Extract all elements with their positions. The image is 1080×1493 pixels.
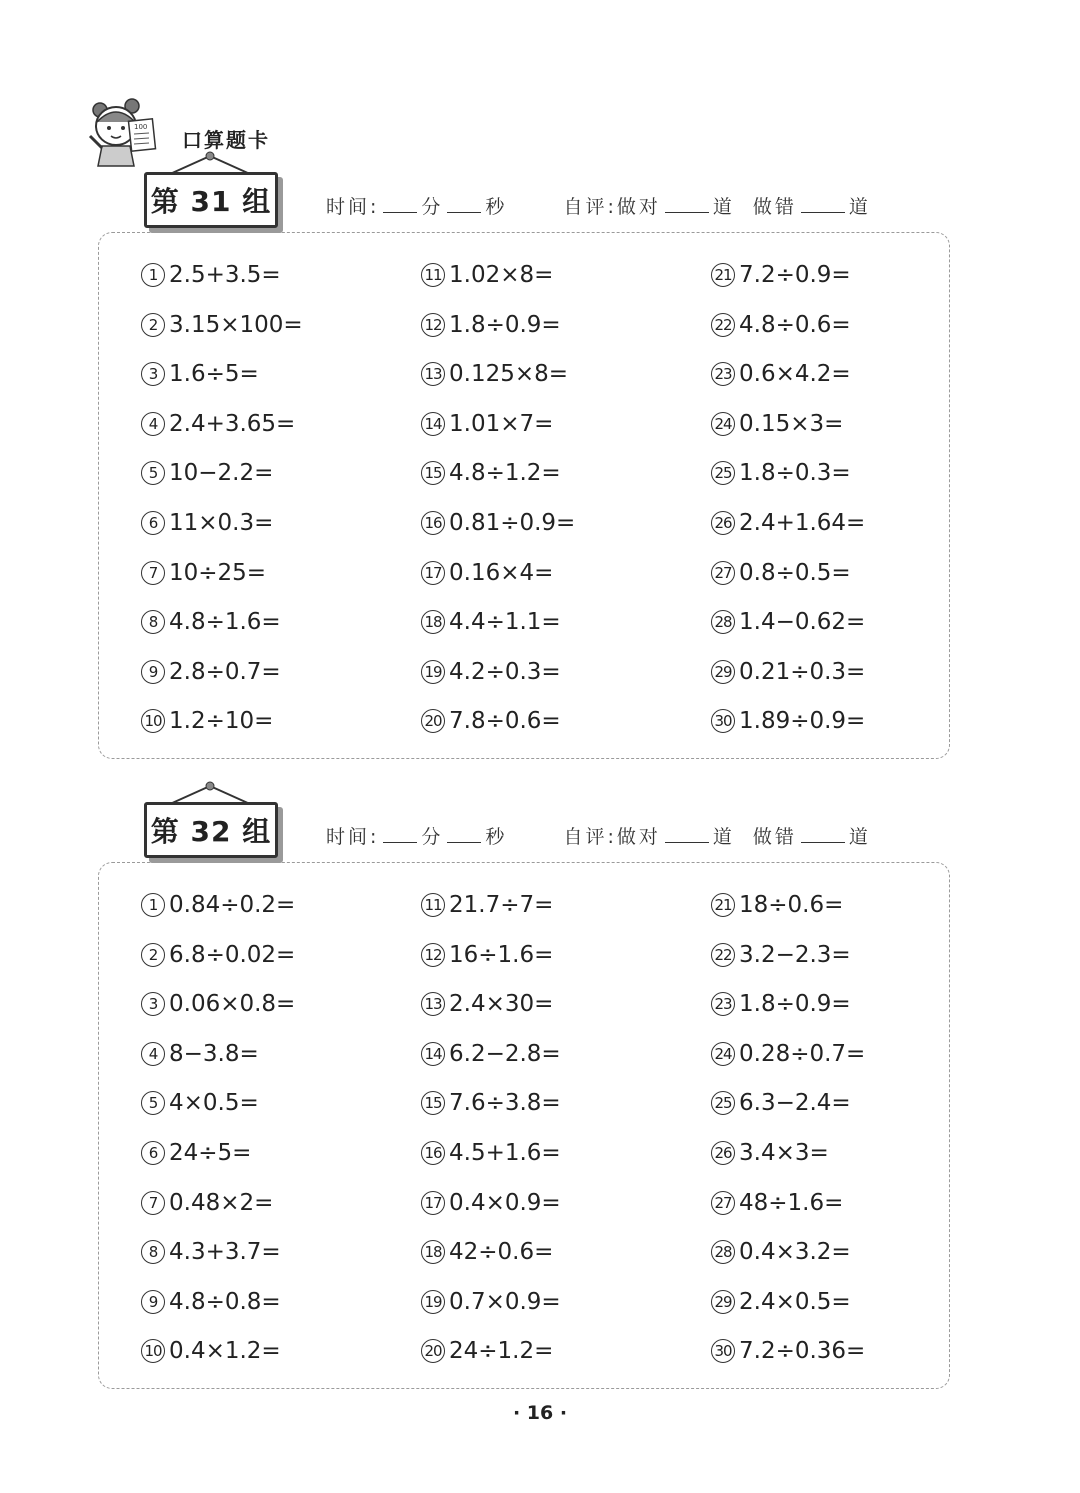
problem-expression: 2.4+1.64= <box>739 510 866 536</box>
problem-expression: 4×0.5= <box>169 1090 259 1117</box>
problem-number: 21 <box>711 893 735 917</box>
minutes-label: 分 <box>421 826 444 848</box>
problem-expression: 4.8÷0.8= <box>169 1288 281 1315</box>
wrong-unit: 道 <box>848 196 871 218</box>
problem-number: 14 <box>421 412 445 436</box>
problem-item <box>141 1190 273 1216</box>
problem-item <box>711 560 851 586</box>
problem-item <box>141 411 295 437</box>
problem-expression: 1.8÷0.3= <box>739 460 851 487</box>
problem-item <box>141 1239 281 1265</box>
problem-expression: 10−2.2= <box>169 460 274 487</box>
problem-expression: 2.4×30= <box>449 991 554 1018</box>
problem-item <box>421 892 553 918</box>
problem-number: 10 <box>141 709 165 733</box>
problem-number: 27 <box>711 561 735 585</box>
problem-number: 1 <box>141 893 165 917</box>
problem-item <box>421 659 561 685</box>
problem-expression: 48÷1.6= <box>739 1189 844 1216</box>
problem-box-31 <box>98 232 950 759</box>
problem-expression: 0.28÷0.7= <box>739 1040 866 1067</box>
problem-number: 15 <box>421 1091 445 1115</box>
wrong-label: 做错 <box>752 196 797 218</box>
problem-number: 8 <box>141 610 165 634</box>
problem-number: 8 <box>141 1240 165 1264</box>
problem-number: 23 <box>711 992 735 1016</box>
problem-expression: 2.8÷0.7= <box>169 658 281 685</box>
problem-number: 29 <box>711 1290 735 1314</box>
problem-number: 30 <box>711 1339 735 1363</box>
problem-item <box>421 991 553 1017</box>
problem-expression: 1.2÷10= <box>169 708 274 735</box>
problem-expression: 4.2÷0.3= <box>449 658 561 685</box>
problem-item <box>711 659 865 685</box>
wrong-count-blank[interactable] <box>801 196 845 213</box>
time-label: 时间: <box>326 826 380 848</box>
problem-expression: 1.8÷0.9= <box>739 991 851 1018</box>
problem-expression: 1.4−0.62= <box>739 609 866 636</box>
problem-number: 19 <box>421 660 445 684</box>
group-label-plate <box>144 802 278 858</box>
problem-expression: 0.21÷0.3= <box>739 658 866 685</box>
card-title: 口算题卡 <box>182 128 270 152</box>
problem-expression: 11×0.3= <box>169 510 274 536</box>
problem-number: 28 <box>711 610 735 634</box>
problem-item <box>141 262 281 288</box>
problem-number: 5 <box>141 461 165 485</box>
problem-number: 28 <box>711 1240 735 1264</box>
problem-expression: 0.16×4= <box>449 559 554 586</box>
problem-expression: 1.02×8= <box>449 262 554 288</box>
problem-expression: 10÷25= <box>169 559 267 586</box>
minutes-blank[interactable] <box>383 826 417 843</box>
problem-item <box>141 659 281 685</box>
problem-item <box>421 1041 561 1067</box>
problem-item <box>711 1041 865 1067</box>
problem-expression: 0.48×2= <box>169 1189 274 1216</box>
problem-expression: 1.6÷5= <box>169 361 259 388</box>
svg-text:100: 100 <box>134 123 148 131</box>
problem-expression: 4.5+1.6= <box>449 1140 561 1166</box>
problem-item <box>421 942 553 968</box>
problem-expression: 2.4×0.5= <box>739 1288 851 1315</box>
problem-number: 7 <box>141 561 165 585</box>
problem-number: 13 <box>421 362 445 386</box>
problem-number: 12 <box>421 313 445 337</box>
problem-item <box>421 609 561 635</box>
wrong-count-blank[interactable] <box>801 826 845 843</box>
problem-item <box>711 312 851 338</box>
problem-number: 17 <box>421 1191 445 1215</box>
problem-number: 2 <box>141 313 165 337</box>
seconds-label: 秒 <box>485 826 508 848</box>
minutes-label: 分 <box>421 196 444 218</box>
correct-count-blank[interactable] <box>665 196 709 213</box>
problem-number: 20 <box>421 709 445 733</box>
problem-expression: 0.8÷0.5= <box>739 559 851 586</box>
problem-item <box>141 991 295 1017</box>
problem-item <box>421 1239 553 1265</box>
problem-number: 3 <box>141 362 165 386</box>
problem-expression: 0.125×8= <box>449 361 569 388</box>
problem-number: 5 <box>141 1091 165 1115</box>
problem-item <box>141 708 273 734</box>
problem-number: 12 <box>421 943 445 967</box>
problem-expression: 6.8÷0.02= <box>169 941 296 968</box>
problem-expression: 0.4×0.9= <box>449 1189 561 1216</box>
eval-correct-label: 自评:做对 <box>563 196 661 218</box>
correct-unit: 道 <box>712 196 735 218</box>
problem-item <box>711 942 851 968</box>
problem-item <box>711 708 865 734</box>
problem-item <box>421 560 553 586</box>
problem-number: 4 <box>141 412 165 436</box>
problem-expression: 2.5+3.5= <box>169 262 281 288</box>
problem-item <box>421 262 553 288</box>
problem-expression: 0.81÷0.9= <box>449 510 576 536</box>
group-sign <box>140 780 280 870</box>
problem-number: 16 <box>421 1141 445 1165</box>
problem-item <box>711 1190 843 1216</box>
problem-expression: 42÷0.6= <box>449 1239 554 1266</box>
problem-expression: 4.4÷1.1= <box>449 609 561 636</box>
problem-item <box>711 510 865 536</box>
problem-expression: 2.4+3.65= <box>169 410 296 437</box>
problem-number: 24 <box>711 412 735 436</box>
problem-number: 21 <box>711 263 735 287</box>
problem-number: 27 <box>711 1191 735 1215</box>
seconds-blank[interactable] <box>447 196 481 213</box>
problem-expression: 16÷1.6= <box>449 941 554 968</box>
problem-item <box>141 361 259 387</box>
problem-number: 14 <box>421 1042 445 1066</box>
problem-expression: 4.8÷0.6= <box>739 311 851 338</box>
problem-number: 22 <box>711 943 735 967</box>
problem-expression: 0.06×0.8= <box>169 991 296 1018</box>
problem-item <box>711 609 865 635</box>
eval-correct-label: 自评:做对 <box>563 826 661 848</box>
problem-number: 26 <box>711 1141 735 1165</box>
problem-item <box>141 1041 259 1067</box>
problem-number: 4 <box>141 1042 165 1066</box>
problem-item <box>421 411 553 437</box>
time-eval-line <box>326 192 871 219</box>
problem-number: 7 <box>141 1191 165 1215</box>
problem-number: 29 <box>711 660 735 684</box>
problem-number: 22 <box>711 313 735 337</box>
time-eval-line <box>326 822 871 849</box>
wrong-label: 做错 <box>752 826 797 848</box>
time-label: 时间: <box>326 196 380 218</box>
group-label: 第 31 组 <box>150 185 272 218</box>
problem-number: 25 <box>711 1091 735 1115</box>
problem-expression: 1.01×7= <box>449 410 554 437</box>
problem-item <box>141 1140 251 1166</box>
problem-item <box>421 460 561 486</box>
problem-expression: 7.6÷3.8= <box>449 1090 561 1117</box>
problem-item <box>421 708 561 734</box>
wrong-unit: 道 <box>848 826 871 848</box>
problem-number: 10 <box>141 1339 165 1363</box>
correct-count-blank[interactable] <box>665 826 709 843</box>
problem-box-32 <box>98 862 950 1389</box>
problem-item <box>421 1190 561 1216</box>
problem-number: 16 <box>421 511 445 535</box>
problem-expression: 3.15×100= <box>169 311 303 338</box>
problem-item <box>141 892 295 918</box>
problem-item <box>711 991 851 1017</box>
problem-number: 1 <box>141 263 165 287</box>
problem-expression: 3.2−2.3= <box>739 941 851 968</box>
problem-item <box>711 361 851 387</box>
problem-expression: 3.4×3= <box>739 1140 829 1166</box>
problem-expression: 18÷0.6= <box>739 892 844 918</box>
seconds-label: 秒 <box>485 196 508 218</box>
problem-expression: 24÷5= <box>169 1140 252 1166</box>
problem-expression: 21.7÷7= <box>449 892 554 918</box>
problem-number: 23 <box>711 362 735 386</box>
problem-item <box>141 312 303 338</box>
problem-expression: 0.4×3.2= <box>739 1239 851 1266</box>
problem-number: 18 <box>421 610 445 634</box>
problem-number: 3 <box>141 992 165 1016</box>
page-number: · 16 · <box>512 1402 568 1424</box>
problem-number: 19 <box>421 1290 445 1314</box>
problem-expression: 1.89÷0.9= <box>739 708 866 735</box>
problem-item <box>711 460 851 486</box>
problem-item <box>421 1090 561 1116</box>
problem-expression: 4.3+3.7= <box>169 1239 281 1266</box>
problem-item <box>421 1289 561 1315</box>
problem-expression: 4.8÷1.6= <box>169 609 281 636</box>
problem-item <box>141 560 266 586</box>
problem-item <box>711 262 851 288</box>
problem-expression: 0.6×4.2= <box>739 361 851 388</box>
problem-number: 13 <box>421 992 445 1016</box>
minutes-blank[interactable] <box>383 196 417 213</box>
problem-item <box>141 1090 259 1116</box>
problem-expression: 6.3−2.4= <box>739 1090 851 1117</box>
problem-item <box>141 942 295 968</box>
problem-item <box>711 892 843 918</box>
group-label-plate <box>144 172 278 228</box>
problem-number: 17 <box>421 561 445 585</box>
problem-expression: 0.7×0.9= <box>449 1288 561 1315</box>
problem-number: 20 <box>421 1339 445 1363</box>
problem-expression: 0.84÷0.2= <box>169 892 296 918</box>
problem-expression: 0.4×1.2= <box>169 1338 281 1365</box>
problem-number: 26 <box>711 511 735 535</box>
problem-number: 6 <box>141 1141 165 1165</box>
group-sign <box>140 150 280 240</box>
problem-number: 15 <box>421 461 445 485</box>
problem-number: 24 <box>711 1042 735 1066</box>
problem-item <box>711 1338 865 1364</box>
problem-expression: 7.2÷0.9= <box>739 262 851 288</box>
problem-item <box>141 1338 281 1364</box>
problem-number: 9 <box>141 660 165 684</box>
problem-number: 6 <box>141 511 165 535</box>
problem-item <box>711 1140 829 1166</box>
problem-item <box>141 460 273 486</box>
problem-item <box>141 510 273 536</box>
problem-item <box>421 312 561 338</box>
problem-expression: 8−3.8= <box>169 1040 259 1067</box>
problem-number: 11 <box>421 893 445 917</box>
problem-expression: 7.8÷0.6= <box>449 708 561 735</box>
problem-item <box>711 411 843 437</box>
seconds-blank[interactable] <box>447 826 481 843</box>
problem-item <box>141 609 281 635</box>
problem-number: 18 <box>421 1240 445 1264</box>
problem-number: 11 <box>421 263 445 287</box>
problem-expression: 1.8÷0.9= <box>449 311 561 338</box>
problem-expression: 24÷1.2= <box>449 1338 554 1365</box>
problem-item <box>711 1239 851 1265</box>
problem-number: 25 <box>711 461 735 485</box>
problem-number: 2 <box>141 943 165 967</box>
problem-item <box>141 1289 281 1315</box>
problem-number: 9 <box>141 1290 165 1314</box>
problem-expression: 6.2−2.8= <box>449 1040 561 1067</box>
problem-item <box>421 1140 561 1166</box>
group-label: 第 32 组 <box>150 815 272 848</box>
correct-unit: 道 <box>712 826 735 848</box>
problem-item <box>421 1338 553 1364</box>
problem-expression: 7.2÷0.36= <box>739 1338 866 1365</box>
problem-number: 30 <box>711 709 735 733</box>
problem-expression: 0.15×3= <box>739 410 844 437</box>
problem-item <box>711 1289 851 1315</box>
problem-expression: 4.8÷1.2= <box>449 460 561 487</box>
problem-item <box>711 1090 851 1116</box>
problem-item <box>421 510 575 536</box>
problem-item <box>421 361 568 387</box>
